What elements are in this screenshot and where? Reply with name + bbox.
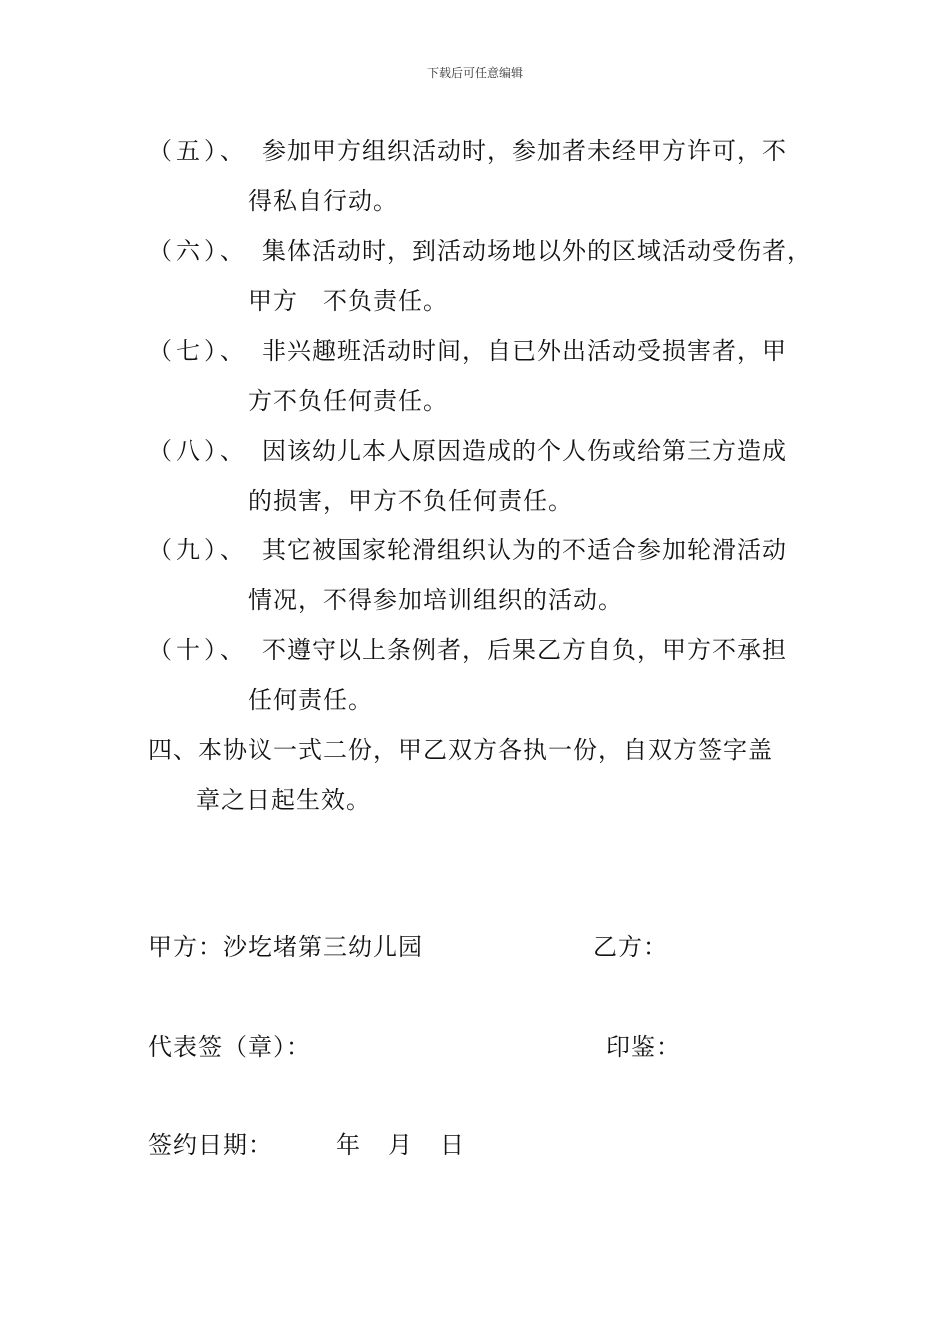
clause-text-cont: 方不负任何责任。 [248, 387, 448, 415]
party-b-label: 乙方： [593, 933, 668, 961]
clause-9 [148, 535, 828, 635]
party-a-label: 甲方：沙圪堵第三幼儿园 [148, 933, 423, 961]
clause-5 [148, 136, 828, 236]
date-month-label: 月 [388, 1131, 413, 1159]
clause-text: 参加甲方组织活动时，参加者未经甲方许可，不 [262, 137, 787, 165]
page-header: 下载后可任意编辑 [426, 66, 523, 80]
seal-label: 印鉴： [606, 1033, 681, 1061]
clause-text: 因该幼儿本人原因造成的个人伤或给第三方造成 [262, 437, 787, 465]
clause-number: （九）、 [148, 536, 248, 564]
sign-date-label: 签约日期： [148, 1131, 273, 1159]
clause-10 [148, 635, 828, 735]
clause-text: 四、本协议一式二份，甲乙双方各执一份，自双方签字盖 [148, 736, 773, 764]
clause-7 [148, 336, 828, 436]
clause-text-cont: 章之日起生效。 [196, 786, 371, 814]
clause-text-cont: 情况，不得参加培训组织的活动。 [248, 586, 623, 614]
clause-number: （六）、 [148, 237, 248, 265]
clause-text-cont: 得私自行动。 [248, 187, 398, 215]
clause-number: （五）、 [148, 137, 248, 165]
clause-text: 其它被国家轮滑组织认为的不适合参加轮滑活动 [262, 536, 787, 564]
date-day-label: 日 [440, 1131, 465, 1159]
clause-6 [148, 236, 828, 336]
clause-text-cont: 的损害，甲方不负任何责任。 [248, 487, 573, 515]
clause-text: 不遵守以上条例者，后果乙方自负，甲方不承担 [262, 636, 787, 664]
clause-number: （八）、 [148, 437, 248, 465]
clause-text-cont: 任何责任。 [248, 686, 373, 714]
representative-signature-label: 代表签（章）： [148, 1033, 311, 1061]
clause-text: 集体活动时，到活动场地以外的区域活动受伤者， [262, 237, 812, 265]
date-year-label: 年 [336, 1131, 361, 1159]
clause-8 [148, 436, 828, 536]
clause-four [148, 735, 773, 835]
clause-number: （十）、 [148, 636, 248, 664]
clause-text-cont: 甲方 不负责任。 [248, 287, 448, 315]
clause-number: （七）、 [148, 337, 248, 365]
clause-text: 非兴趣班活动时间，自已外出活动受损害者，甲 [262, 337, 787, 365]
